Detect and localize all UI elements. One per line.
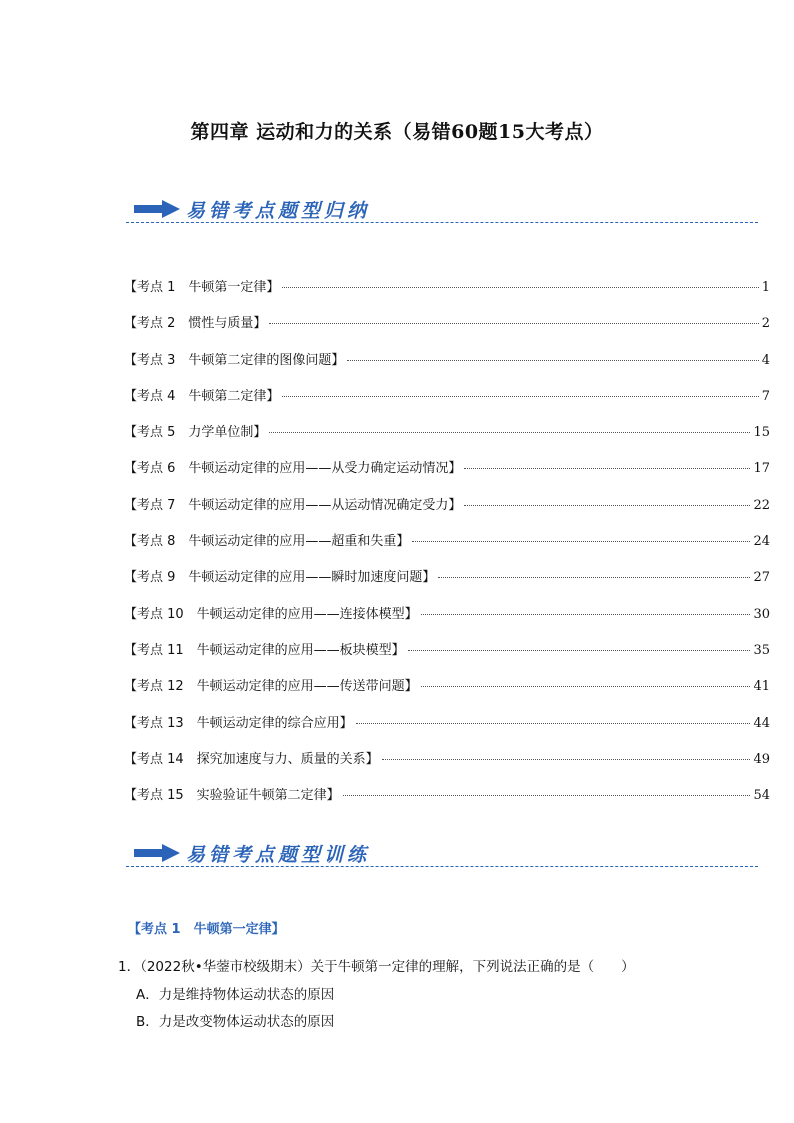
toc-leader-dots — [464, 468, 750, 469]
toc-item-label: 【考点 15 实验验证牛顿第二定律】 — [124, 788, 340, 804]
section-banner-summary — [126, 192, 758, 232]
toc-leader-dots — [421, 614, 751, 615]
toc-item-page: 17 — [753, 461, 770, 477]
banner-divider — [126, 222, 758, 223]
toc-item-page: 44 — [753, 715, 770, 731]
toc-item-page: 24 — [753, 534, 770, 550]
toc-leader-dots — [421, 686, 751, 687]
toc-leader-dots — [269, 323, 758, 324]
banner-divider — [126, 866, 758, 867]
toc-leader-dots — [356, 723, 751, 724]
banner-title: 易错考点题型训练 — [186, 844, 371, 866]
toc-item[interactable] — [124, 639, 770, 675]
toc-item[interactable] — [124, 349, 770, 385]
toc-item[interactable] — [124, 748, 770, 784]
toc-leader-dots — [269, 432, 750, 433]
toc-item-page: 15 — [753, 425, 770, 441]
toc-leader-dots — [408, 650, 751, 651]
toc-item-label: 【考点 5 力学单位制】 — [124, 425, 267, 441]
toc-item[interactable] — [124, 385, 770, 421]
page-title: 第四章 运动和力的关系（易错60题15大考点） — [190, 121, 604, 143]
toc-item-label: 【考点 1 牛顿第一定律】 — [124, 280, 280, 295]
toc-item-label: 【考点 13 牛顿运动定律的综合应用】 — [124, 715, 353, 731]
banner-title: 易错考点题型归纳 — [186, 200, 371, 222]
toc-item-label: 【考点 10 牛顿运动定律的应用——连接体模型】 — [124, 606, 418, 622]
toc-item[interactable] — [124, 784, 770, 820]
toc-item-label: 【考点 4 牛顿第二定律】 — [124, 388, 280, 404]
toc-item-label: 【考点 14 探究加速度与力、质量的关系】 — [124, 751, 379, 767]
toc-item-page: 1 — [761, 280, 770, 295]
toc-leader-dots — [464, 505, 750, 506]
toc-item[interactable] — [124, 494, 770, 530]
toc-item-label: 【考点 11 牛顿运动定律的应用——板块模型】 — [124, 642, 405, 658]
toc-item-page: 27 — [753, 570, 770, 586]
toc-item[interactable] — [124, 603, 770, 639]
section-banner-training — [126, 836, 758, 876]
toc-item-page: 54 — [753, 788, 770, 804]
toc-leader-dots — [343, 795, 751, 796]
toc-item-label: 【考点 3 牛顿第二定律的图像问题】 — [124, 352, 345, 368]
toc-item-page: 2 — [761, 316, 770, 332]
toc-leader-dots — [438, 577, 750, 578]
toc-leader-dots — [412, 541, 750, 542]
question-stem: 1．（2022秋•华蓥市校级期末）关于牛顿第一定律的理解，下列说法正确的是（ ） — [118, 959, 635, 975]
option-a: A．力是维持物体运动状态的原因 — [136, 987, 335, 1003]
toc-leader-dots — [282, 396, 758, 397]
toc-item-page: 4 — [761, 352, 770, 368]
toc-item[interactable] — [124, 712, 770, 748]
toc-item-label: 【考点 9 牛顿运动定律的应用——瞬时加速度问题】 — [124, 570, 436, 586]
toc-item-page: 35 — [753, 642, 770, 658]
toc-item[interactable] — [124, 457, 770, 493]
toc-item-page: 30 — [753, 606, 770, 622]
toc-item-label: 【考点 6 牛顿运动定律的应用——从受力确定运动情况】 — [124, 461, 462, 477]
toc-item[interactable] — [124, 276, 770, 312]
table-of-contents — [124, 276, 770, 820]
toc-leader-dots — [382, 759, 751, 760]
option-b: B．力是改变物体运动状态的原因 — [136, 1014, 335, 1030]
toc-item-label: 【考点 12 牛顿运动定律的应用——传送带问题】 — [124, 679, 418, 695]
toc-item[interactable] — [124, 530, 770, 566]
section-heading: 【考点 1 牛顿第一定律】 — [128, 922, 285, 937]
toc-item-page: 22 — [753, 497, 770, 513]
toc-item[interactable] — [124, 312, 770, 348]
toc-item-label: 【考点 7 牛顿运动定律的应用——从运动情况确定受力】 — [124, 497, 462, 513]
toc-leader-dots — [282, 287, 758, 288]
toc-leader-dots — [347, 360, 758, 361]
toc-item-label: 【考点 2 惯性与质量】 — [124, 316, 267, 332]
toc-item-page: 7 — [761, 388, 770, 404]
toc-item-page: 49 — [753, 751, 770, 767]
toc-item-page: 41 — [753, 679, 770, 695]
arrow-right-icon — [134, 200, 180, 218]
toc-item-label: 【考点 8 牛顿运动定律的应用——超重和失重】 — [124, 534, 410, 550]
toc-item[interactable] — [124, 421, 770, 457]
toc-item[interactable] — [124, 675, 770, 711]
arrow-right-icon — [134, 844, 180, 862]
toc-item[interactable] — [124, 566, 770, 602]
